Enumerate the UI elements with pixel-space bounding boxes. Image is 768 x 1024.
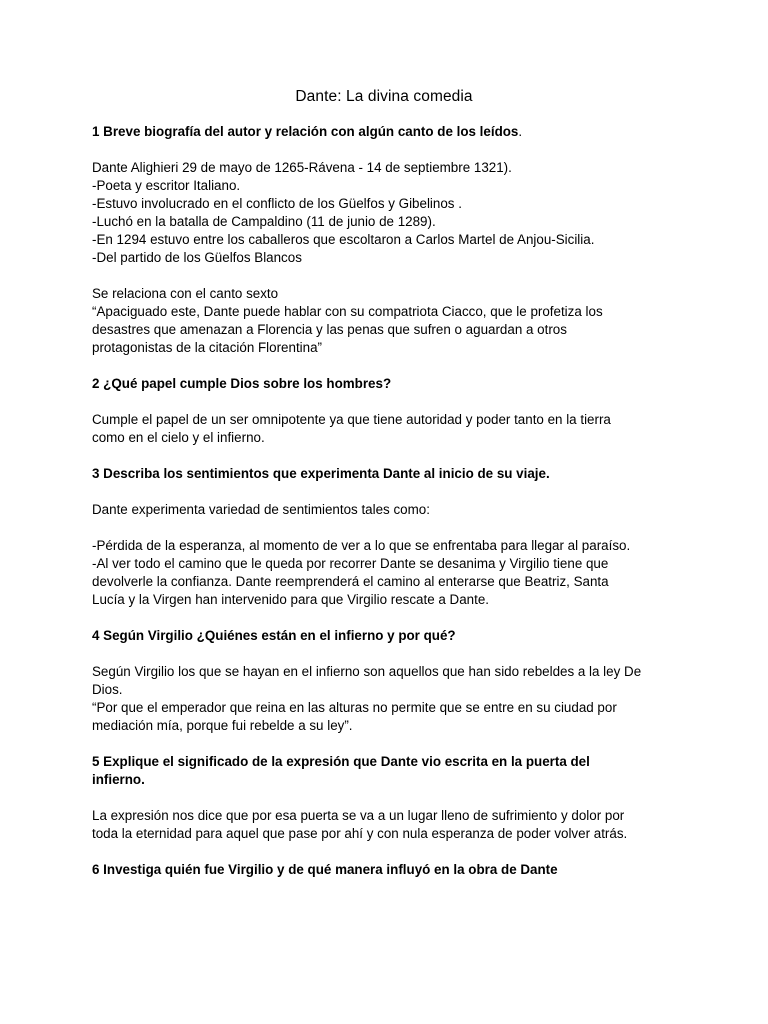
- relation-line: “Apaciguado este, Dante puede hablar con su compatriota Ciacco, que le profetiza los: [92, 304, 603, 319]
- question-1-relation: [92, 285, 676, 357]
- biography-line: -Poeta y escritor Italiano.: [92, 178, 241, 193]
- document-body: [92, 87, 676, 897]
- biography-line: -Luchó en la batalla de Campaldino (11 de junio de 1289).: [92, 214, 436, 229]
- biography-line: -En 1294 estuvo entre los caballeros que escoltaron a Carlos Martel de Anjou-Sicilia.: [92, 232, 595, 247]
- answer-line: La expresión nos dice que por esa puerta se va a un lugar lleno de sufrimiento y dolor por: [92, 808, 625, 823]
- question-1-heading: [92, 123, 676, 141]
- question-5-heading: [92, 753, 676, 789]
- relation-line: protagonistas de la citación Florentina”: [92, 340, 323, 355]
- question-4-heading: 4 Según Virgilio ¿Quiénes están en el infierno y por qué?: [92, 628, 456, 643]
- question-6-heading: 6 Investiga quién fue Virgilio y de qué manera influyó en la obra de Dante: [92, 862, 558, 877]
- heading-line: infierno.: [92, 772, 145, 787]
- biography-line: -Estuvo involucrado en el conflicto de los Güelfos y Gibelinos .: [92, 196, 462, 211]
- biography-line: Dante Alighieri 29 de mayo de 1265-Rávena - 14 de septiembre 1321).: [92, 160, 512, 175]
- answer-line: -Pérdida de la esperanza, al momento de ver a lo que se enfrentaba para llegar al paraíso.: [92, 538, 631, 553]
- question-3-answer: [92, 537, 676, 609]
- question-5-answer: [92, 807, 676, 843]
- answer-line: devolverle la confianza. Dante reemprenderá el camino al enterarse que Beatriz, Santa: [92, 574, 609, 589]
- answer-line: Lucía y la Virgen han intervenido para que Virgilio rescate a Dante.: [92, 592, 490, 607]
- document-title: Dante: La divina comedia: [295, 88, 473, 105]
- relation-line: desastres que amenazan a Florencia y las penas que sufren o aguardan a otros: [92, 322, 567, 337]
- answer-line: Dante experimenta variedad de sentimientos tales como:: [92, 502, 430, 517]
- answer-line: toda la eternidad para aquel que pase por ahí y con nula esperanza de poder volver atrás.: [92, 826, 628, 841]
- answer-line: “Por que el emperador que reina en las alturas no permite que se entre en su ciudad por: [92, 700, 617, 715]
- question-1-heading-period: .: [518, 124, 523, 139]
- biography-line: -Del partido de los Güelfos Blancos: [92, 250, 302, 265]
- question-2-answer: [92, 411, 676, 447]
- question-1-biography: [92, 159, 676, 267]
- answer-line: Dios.: [92, 682, 123, 697]
- question-3-intro: [92, 501, 676, 519]
- answer-line: Cumple el papel de un ser omnipotente ya que tiene autoridad y poder tanto en la tierra: [92, 412, 611, 427]
- question-1-heading-text: 1 Breve biografía del autor y relación con algún canto de los leídos: [92, 124, 519, 139]
- question-2-heading: 2 ¿Qué papel cumple Dios sobre los hombres?: [92, 376, 392, 391]
- relation-line: Se relaciona con el canto sexto: [92, 286, 279, 301]
- question-3-heading: 3 Describa los sentimientos que experimenta Dante al inicio de su viaje.: [92, 466, 550, 481]
- question-4-answer: [92, 663, 676, 735]
- heading-line: 5 Explique el significado de la expresión que Dante vio escrita en la puerta del: [92, 754, 590, 769]
- answer-line: -Al ver todo el camino que le queda por recorrer Dante se desanima y Virgilio tiene que: [92, 556, 609, 571]
- answer-line: mediación mía, porque fui rebelde a su ley”.: [92, 718, 353, 733]
- answer-line: Según Virgilio los que se hayan en el infierno son aquellos que han sido rebeldes a la ley De: [92, 664, 642, 679]
- answer-line: como en el cielo y el infierno.: [92, 430, 265, 445]
